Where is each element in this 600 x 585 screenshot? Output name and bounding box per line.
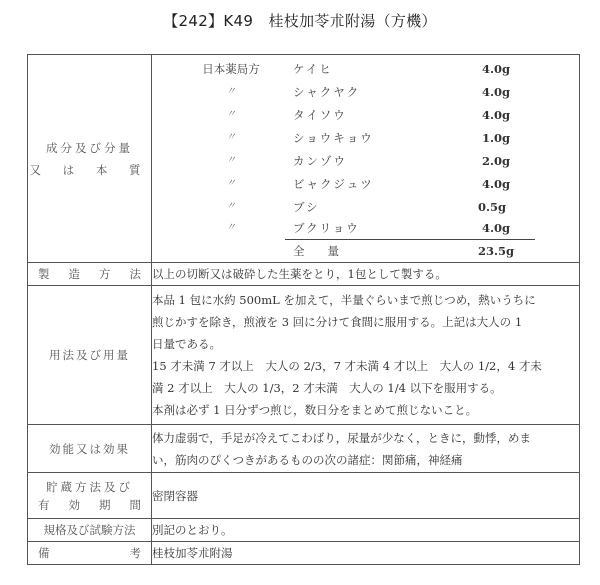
label-char: 造 — [68, 267, 80, 281]
label-char: 有 — [38, 497, 50, 512]
ingredient-list — [152, 55, 579, 262]
total-amount: 23.5g — [478, 244, 515, 258]
ingredient-name: カンゾウ — [293, 154, 347, 168]
label-dosage: 用法及び用量 — [28, 286, 152, 425]
ingredient-amount: 4.0g — [482, 108, 511, 122]
ditto-mark: 〃 — [226, 155, 236, 166]
ingredient-amount: 0.5g — [478, 200, 507, 214]
ingredient-row — [152, 104, 579, 126]
row-manufacturing — [28, 263, 580, 286]
efficacy-line: い，筋肉のぴくつきがあるものの次の諸症：関節痛，神経痛 — [152, 452, 463, 467]
label-standards: 規格及び試験方法 — [28, 519, 152, 542]
label-char: 考 — [129, 546, 141, 560]
label-manufacturing — [28, 263, 152, 286]
ingredient-amount: 4.0g — [482, 62, 511, 76]
label-composition-line2: 又 は 本 質 — [29, 162, 150, 177]
dosage-line: 15 才未満 7 才以上 大人の 2/3，7 才未満 4 才以上 大人の 1/2，4 才未 — [152, 359, 542, 373]
ingredient-name: タイソウ — [293, 108, 347, 122]
ingredient-source: 日本薬局方 — [202, 62, 260, 76]
ingredient-name: ブクリョウ — [293, 221, 360, 235]
ingredient-name: ブシ — [293, 200, 320, 214]
row-composition — [28, 55, 580, 263]
label-storage — [28, 473, 152, 519]
label-char: 間 — [129, 497, 141, 512]
ingredient-amount: 2.0g — [482, 154, 511, 168]
dosage-line: 本剤は必ず 1 日分ずつ煎じ，数日分をまとめて煎じないこと。 — [152, 403, 478, 417]
dosage-line: 日量である。 — [152, 337, 221, 351]
total-row — [152, 240, 579, 262]
efficacy-cell — [152, 425, 580, 473]
composition-cell — [152, 55, 580, 263]
label-char: 方 — [99, 267, 111, 281]
ingredient-row — [152, 81, 579, 103]
ingredient-row — [152, 217, 579, 239]
ingredient-row — [152, 150, 579, 172]
ditto-mark: 〃 — [226, 201, 236, 212]
ingredient-name: ビャクジュツ — [293, 177, 374, 191]
storage-text: 密閉容器 — [152, 473, 580, 519]
ditto-mark: 〃 — [226, 86, 236, 97]
ditto-mark: 〃 — [226, 132, 236, 143]
standards-text: 別記のとおり。 — [152, 519, 580, 542]
ingredient-amount: 4.0g — [482, 85, 511, 99]
ingredient-row — [152, 196, 579, 218]
ingredient-name: シャクヤク — [293, 85, 361, 99]
ditto-mark: 〃 — [226, 222, 236, 233]
dosage-cell — [152, 286, 580, 425]
dosage-line: 満 2 才以上 大人の 1/3，2 才未満 大人の 1/4 以下を服用する。 — [152, 381, 502, 395]
label-char: 備 — [38, 546, 50, 560]
remarks-text: 桂枝加苓朮附湯 — [152, 542, 580, 565]
row-storage — [28, 473, 580, 519]
label-composition — [28, 55, 152, 263]
label-char: 効 — [68, 497, 80, 512]
ingredient-amount: 4.0g — [482, 177, 511, 191]
label-efficacy: 効能又は効果 — [28, 425, 152, 473]
row-remarks — [28, 542, 580, 565]
efficacy-line: 体力虚弱で，手足が冷えてこわばり，尿量が少なく，ときに，動悸，めま — [152, 430, 532, 445]
ingredient-amount: 4.0g — [482, 221, 511, 235]
label-storage-line1: 貯蔵方法及び — [46, 479, 133, 494]
ingredient-row — [152, 127, 579, 149]
label-remarks — [28, 542, 152, 565]
ingredient-amount: 1.0g — [482, 131, 511, 145]
label-char: 製 — [38, 267, 50, 281]
row-efficacy — [28, 425, 580, 473]
ingredient-row — [152, 58, 579, 80]
label-composition-line1: 成分及び分量 — [46, 140, 133, 155]
ditto-mark: 〃 — [226, 178, 236, 189]
label-char: 期 — [99, 497, 111, 512]
ditto-mark: 〃 — [226, 109, 236, 120]
total-label: 全 量 — [293, 244, 339, 258]
row-dosage — [28, 286, 580, 425]
dosage-line: 本品 1 包に水約 500mL を加えて，半量ぐらいまで煎じつめ，熱いうちに — [152, 293, 536, 307]
ingredient-name: ショウキョウ — [293, 131, 374, 145]
ingredient-name: ケイヒ — [293, 62, 333, 76]
dosage-line: 煎じかすを除き，煎液を 3 回に分けて食間に服用する。上記は大人の 1 — [152, 315, 523, 329]
monograph-table — [27, 54, 580, 565]
page-title: 【242】K49 桂枝加苓朮附湯（方機） — [163, 12, 437, 30]
label-char: 法 — [129, 267, 141, 281]
manufacturing-text: 以上の切断又は破砕した生薬をとり，1包として製する。 — [152, 263, 580, 286]
row-standards — [28, 519, 580, 542]
ingredient-row — [152, 173, 579, 195]
